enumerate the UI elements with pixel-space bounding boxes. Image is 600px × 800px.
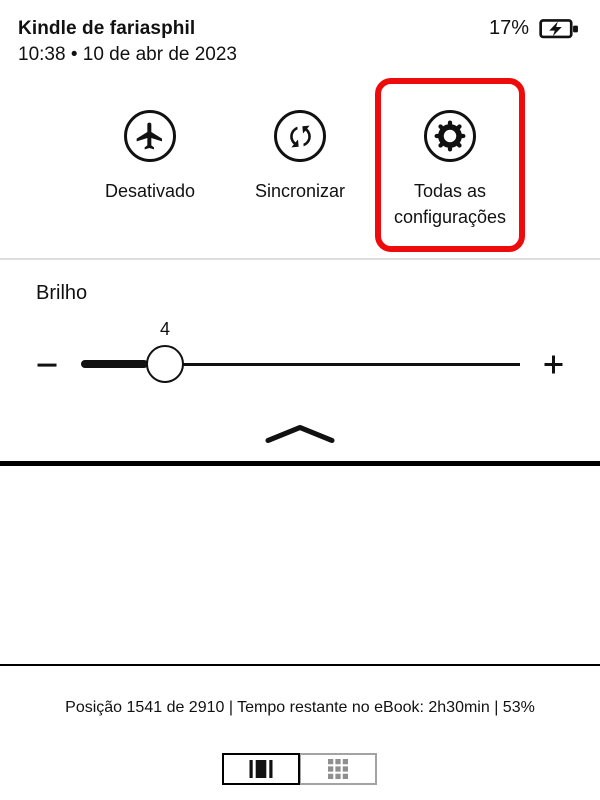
all-settings-label: Todas as configurações [393, 181, 507, 228]
plus-icon [544, 355, 563, 374]
sync-icon [274, 110, 326, 162]
brightness-value: 4 [159, 319, 170, 339]
airplane-mode-label: Desativado [104, 181, 196, 201]
airplane-mode-icon [124, 110, 176, 162]
panel-bottom-border [0, 461, 600, 466]
sync-button[interactable] [225, 110, 375, 204]
section-divider [0, 258, 600, 260]
page-view-icon [249, 759, 273, 779]
battery-percent: 17% [488, 17, 529, 39]
sync-label: Sincronizar [254, 181, 346, 201]
brightness-decrease-button[interactable] [30, 348, 64, 382]
chevron-up-icon [265, 424, 335, 444]
brightness-slider-track[interactable] [141, 363, 520, 366]
battery-indicator [489, 17, 580, 40]
page-view-button[interactable] [222, 753, 300, 785]
time-and-date: 10:38 • 10 de abr de 2023 [18, 44, 238, 65]
brightness-increase-button[interactable] [536, 347, 570, 381]
settings-gear-icon [424, 110, 476, 162]
brightness-slider[interactable] [81, 319, 520, 384]
view-toggle-group [222, 753, 377, 785]
battery-charging-icon [538, 18, 580, 40]
brightness-slider-fill [81, 360, 148, 368]
minus-icon [37, 355, 57, 375]
device-name: Kindle de fariasphil [18, 18, 196, 39]
footer-divider [0, 664, 600, 666]
all-settings-button[interactable] [375, 110, 525, 230]
airplane-mode-button[interactable] [75, 110, 225, 204]
reading-progress-status: Posição 1541 de 2910 | Tempo restante no eBook: 2h30min | 53% [65, 699, 535, 716]
brightness-slider-thumb[interactable] [146, 345, 184, 383]
grid-view-icon [328, 759, 348, 779]
brightness-title: Brilho [36, 282, 88, 304]
panel-collapse-button[interactable] [260, 418, 340, 450]
grid-view-button[interactable] [299, 753, 377, 785]
